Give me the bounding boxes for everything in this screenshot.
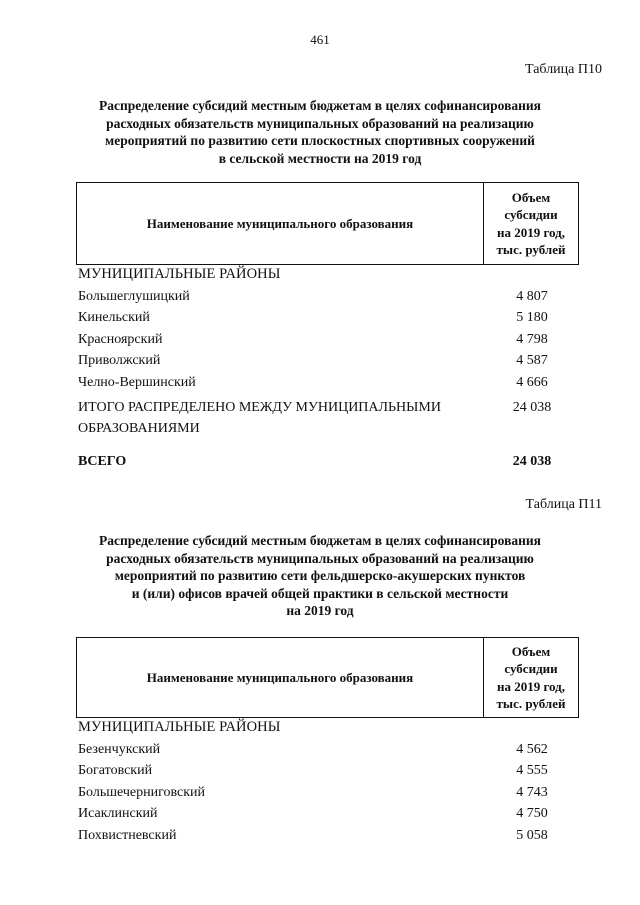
- table-p11-title: [60, 532, 580, 620]
- header-amount-line: тыс. рублей: [496, 696, 566, 711]
- table-row: [78, 307, 578, 329]
- title-line: расходных обязательств муниципальных образований на реализацию: [106, 550, 534, 566]
- grand-total-row: [78, 451, 578, 473]
- title-line: мероприятий по развитию сети фельдшерско-акушерских пунктов: [114, 568, 526, 583]
- table-row: [78, 329, 578, 351]
- title-line: и (или) офисов врачей общей практики в сельской местности: [131, 585, 509, 601]
- table-row: [78, 350, 578, 372]
- row-value: 4 555: [516, 763, 548, 778]
- header-amount-line: на 2019 год,: [496, 678, 566, 694]
- row-name: Большечерниговский: [78, 784, 206, 800]
- header-amount-column: [484, 183, 578, 264]
- row-value: 4 807: [516, 288, 548, 304]
- table-row: [78, 760, 578, 782]
- table-p11-label: Таблица П11: [525, 497, 602, 512]
- title-line: в сельской местности на 2019 год: [218, 150, 422, 166]
- row-value: 4 798: [516, 331, 548, 347]
- table-p11-body: [78, 717, 578, 846]
- header-name-column: Наименование муниципального образования: [77, 638, 484, 717]
- title-line: Распределение субсидий местным бюджетам в целях софинансирования: [99, 533, 541, 548]
- table-row: [78, 803, 578, 825]
- row-name: Безенчукский: [78, 741, 161, 757]
- table-row: [78, 782, 578, 804]
- table-p10-label: Таблица П10: [525, 62, 602, 77]
- title-line: Распределение субсидий местным бюджетам в целях софинансирования: [99, 98, 541, 113]
- row-value: 4 750: [516, 806, 548, 821]
- section-title: МУНИЦИПАЛЬНЫЕ РАЙОНЫ: [78, 266, 281, 282]
- table-p10-title: [60, 97, 580, 167]
- page-number: 461: [310, 32, 330, 47]
- section-row: [78, 717, 578, 739]
- row-name: Большеглушицкий: [78, 288, 190, 304]
- table-row: [78, 739, 578, 761]
- row-name: Приволжский: [78, 353, 161, 368]
- row-name: Богатовский: [78, 763, 153, 778]
- row-value: 5 058: [516, 827, 548, 843]
- total-value: 24 038: [512, 400, 552, 415]
- table-row: [78, 372, 578, 394]
- row-value: 4 666: [516, 374, 548, 390]
- row-name: Кинельский: [78, 310, 150, 325]
- total-row: [78, 397, 578, 439]
- section-row: [78, 264, 578, 286]
- row-name: Челно-Вершинский: [78, 374, 196, 390]
- table-p11-header: [76, 637, 579, 718]
- row-name: Красноярский: [78, 331, 163, 347]
- row-name: Похвистневский: [78, 827, 177, 843]
- header-amount-line: Объем: [511, 643, 551, 659]
- row-value: 4 743: [516, 784, 548, 800]
- title-line: на 2019 год: [286, 603, 354, 618]
- grand-total-value: 24 038: [512, 454, 552, 469]
- header-amount-line: Объем: [511, 189, 551, 205]
- header-amount-column: [484, 638, 578, 717]
- title-line: мероприятий по развитию сети плоскостных спортивных сооружений: [105, 133, 535, 148]
- section-title: МУНИЦИПАЛЬНЫЕ РАЙОНЫ: [78, 719, 281, 735]
- total-label: ИТОГО РАСПРЕДЕЛЕНО МЕЖДУ МУНИЦИПАЛЬНЫМИ ОБРАЗОВАНИЯМИ: [78, 400, 441, 436]
- row-value: 4 587: [516, 353, 548, 368]
- row-value: 4 562: [516, 741, 548, 757]
- header-amount-line: тыс. рублей: [496, 242, 566, 257]
- row-name: Исаклинский: [78, 806, 158, 821]
- header-name-column: Наименование муниципального образования: [77, 183, 484, 264]
- header-amount-line: субсидии: [504, 661, 558, 676]
- grand-total-label: ВСЕГО: [78, 454, 127, 469]
- table-p10-body: [78, 264, 578, 473]
- row-value: 5 180: [516, 310, 548, 325]
- header-amount-line: на 2019 год,: [496, 224, 566, 240]
- table-p10-header: [76, 182, 579, 265]
- header-amount-line: субсидии: [504, 207, 558, 222]
- table-row: [78, 286, 578, 308]
- table-row: [78, 825, 578, 847]
- title-line: расходных обязательств муниципальных образований на реализацию: [106, 115, 534, 131]
